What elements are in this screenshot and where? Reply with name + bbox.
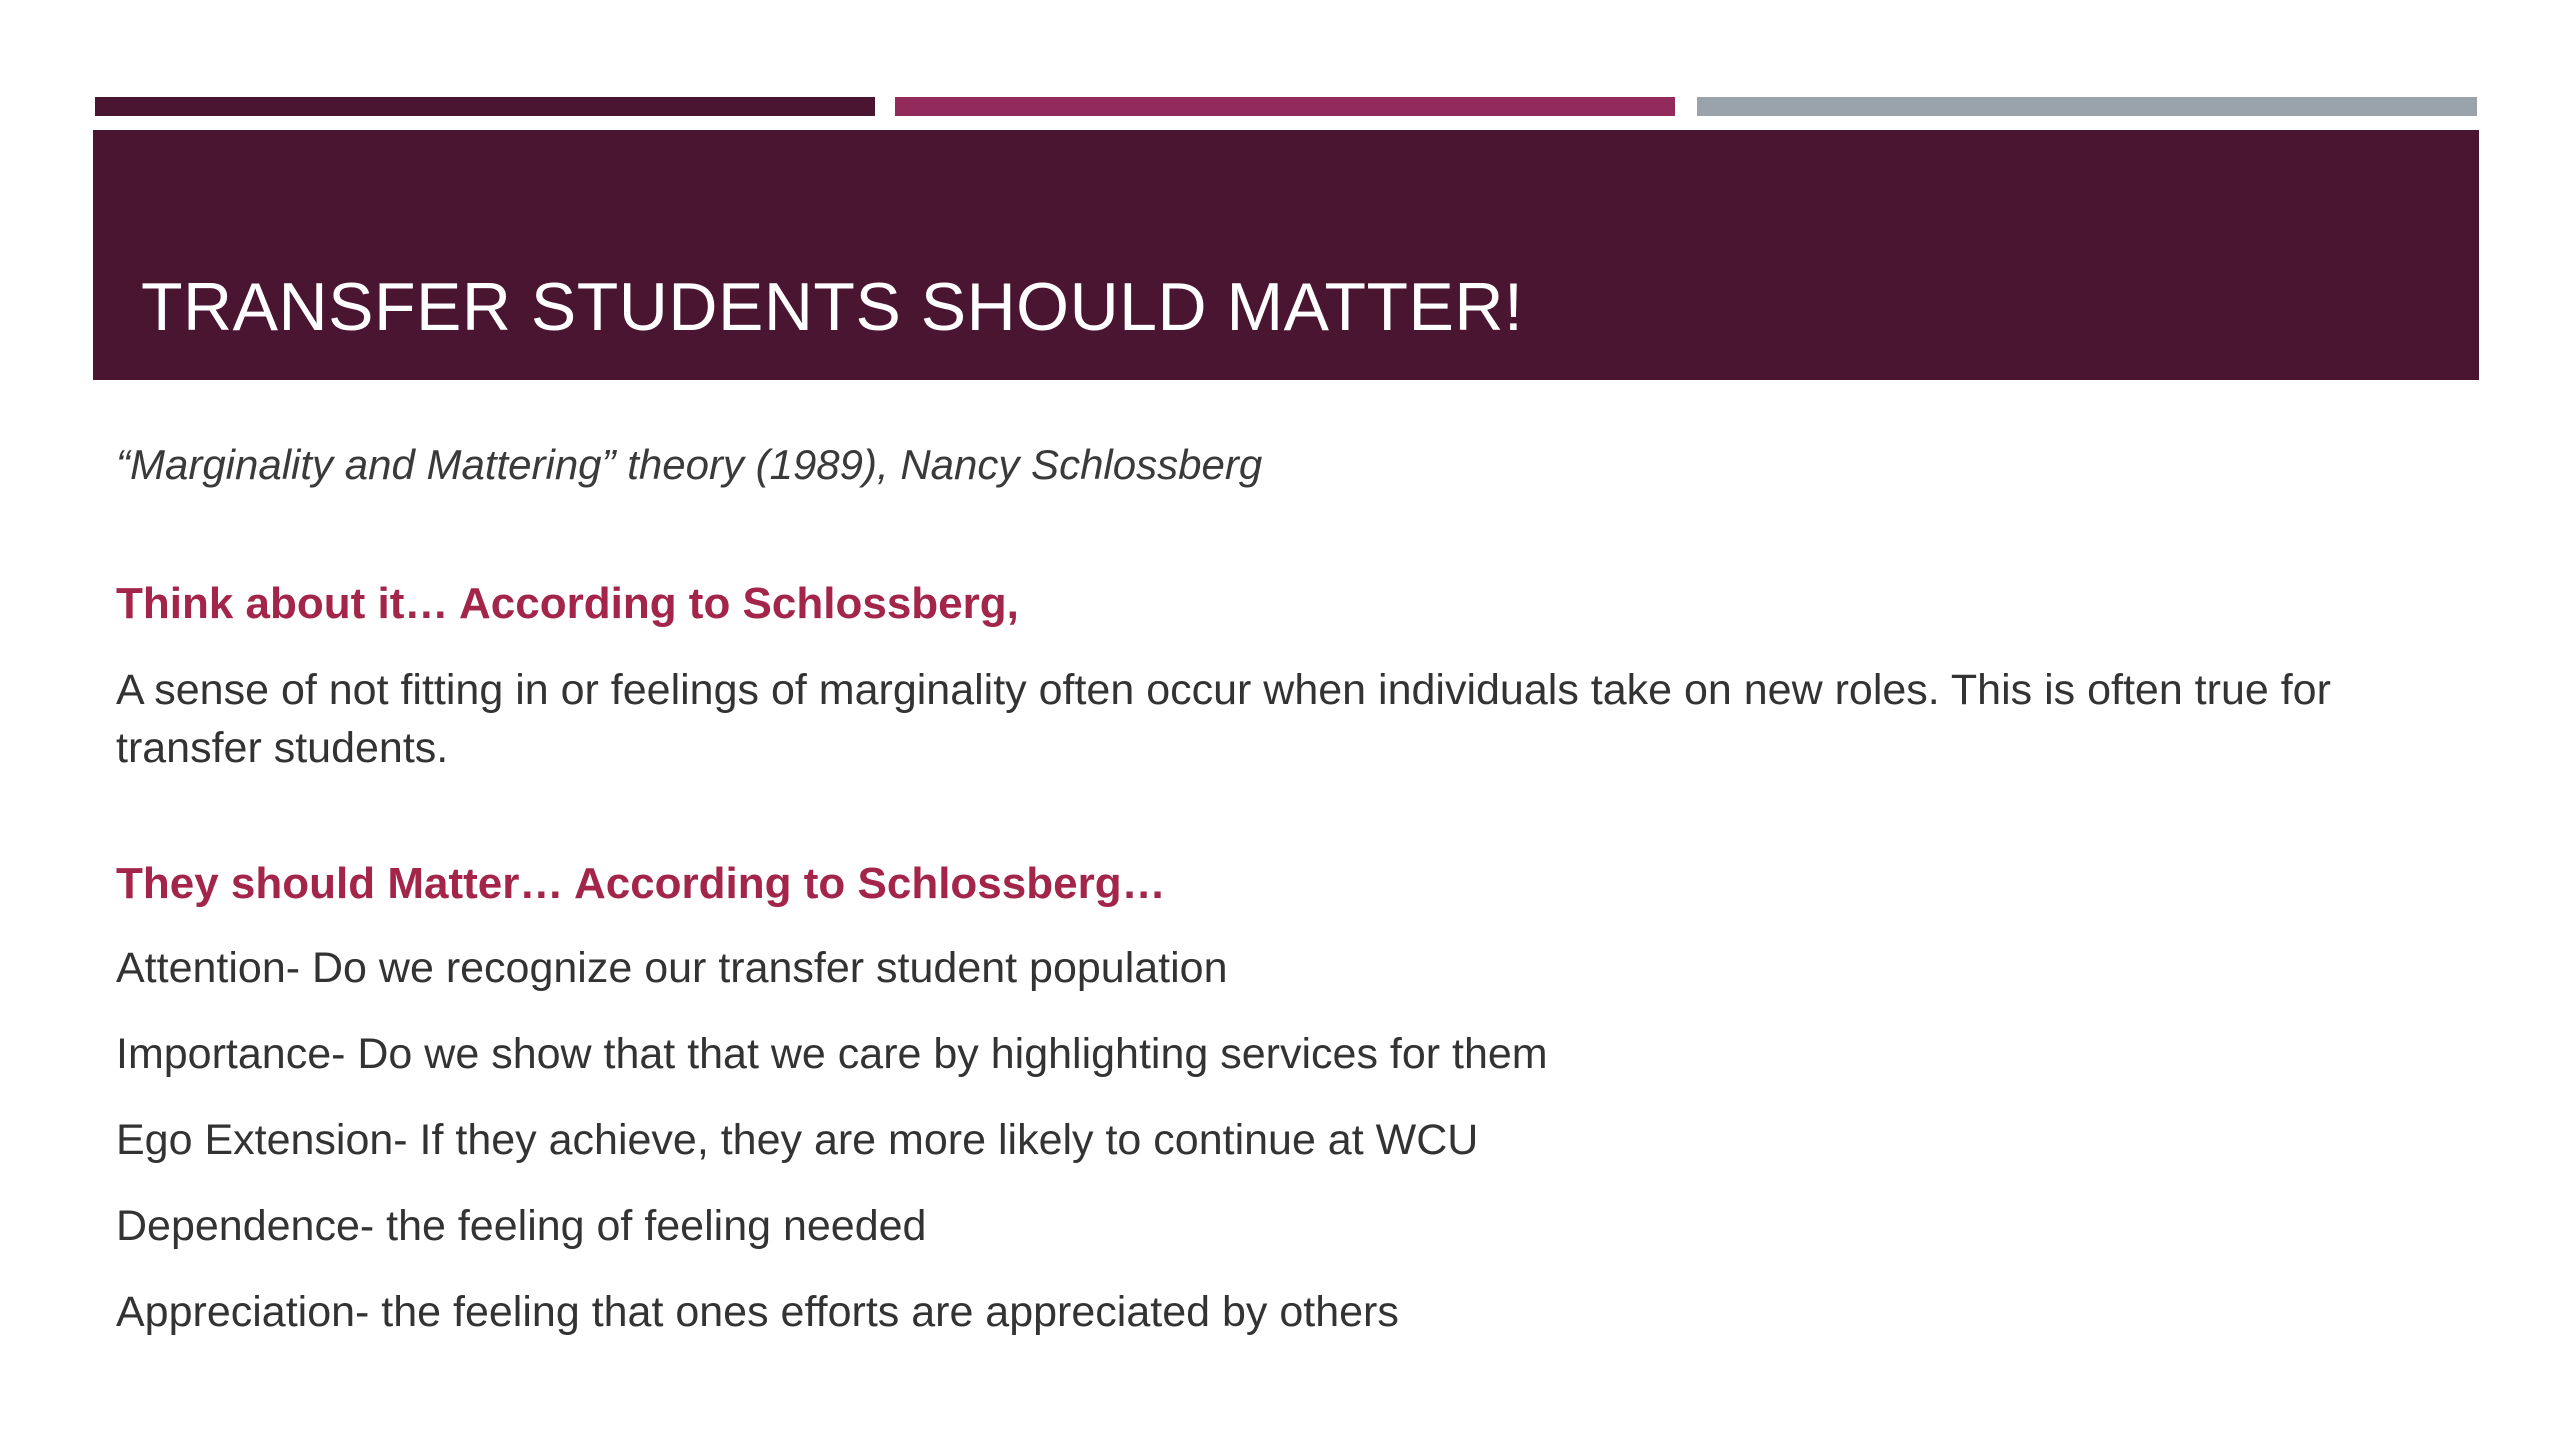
title-banner — [93, 130, 2479, 380]
section-heading-matter: They should Matter… According to Schlossberg… — [116, 859, 1166, 908]
section-heading-think: Think about it… According to Schlossberg, — [116, 579, 1019, 628]
accent-bar-magenta — [895, 97, 1675, 116]
list-item-ego-extension: Ego Extension- If they achieve, they are more likely to continue at WCU — [116, 1116, 1479, 1164]
list-item-importance: Importance- Do we show that that we care by highlighting services for them — [116, 1030, 1548, 1078]
accent-bar-gray — [1697, 97, 2477, 116]
accent-bar-dark — [95, 97, 875, 116]
list-item-attention: Attention- Do we recognize our transfer student population — [116, 944, 1228, 992]
slide-title: TRANSFER STUDENTS SHOULD MATTER! — [141, 269, 1524, 345]
marginality-paragraph: A sense of not fitting in or feelings of marginality often occur when individuals take on new roles. This is often true for transfer students. — [116, 666, 2331, 772]
list-item-appreciation: Appreciation- the feeling that ones efforts are appreciated by others — [116, 1288, 1399, 1336]
list-item-dependence: Dependence- the feeling of feeling needed — [116, 1202, 927, 1250]
theory-citation: “Marginality and Mattering” theory (1989), Nancy Schlossberg — [116, 441, 1263, 488]
